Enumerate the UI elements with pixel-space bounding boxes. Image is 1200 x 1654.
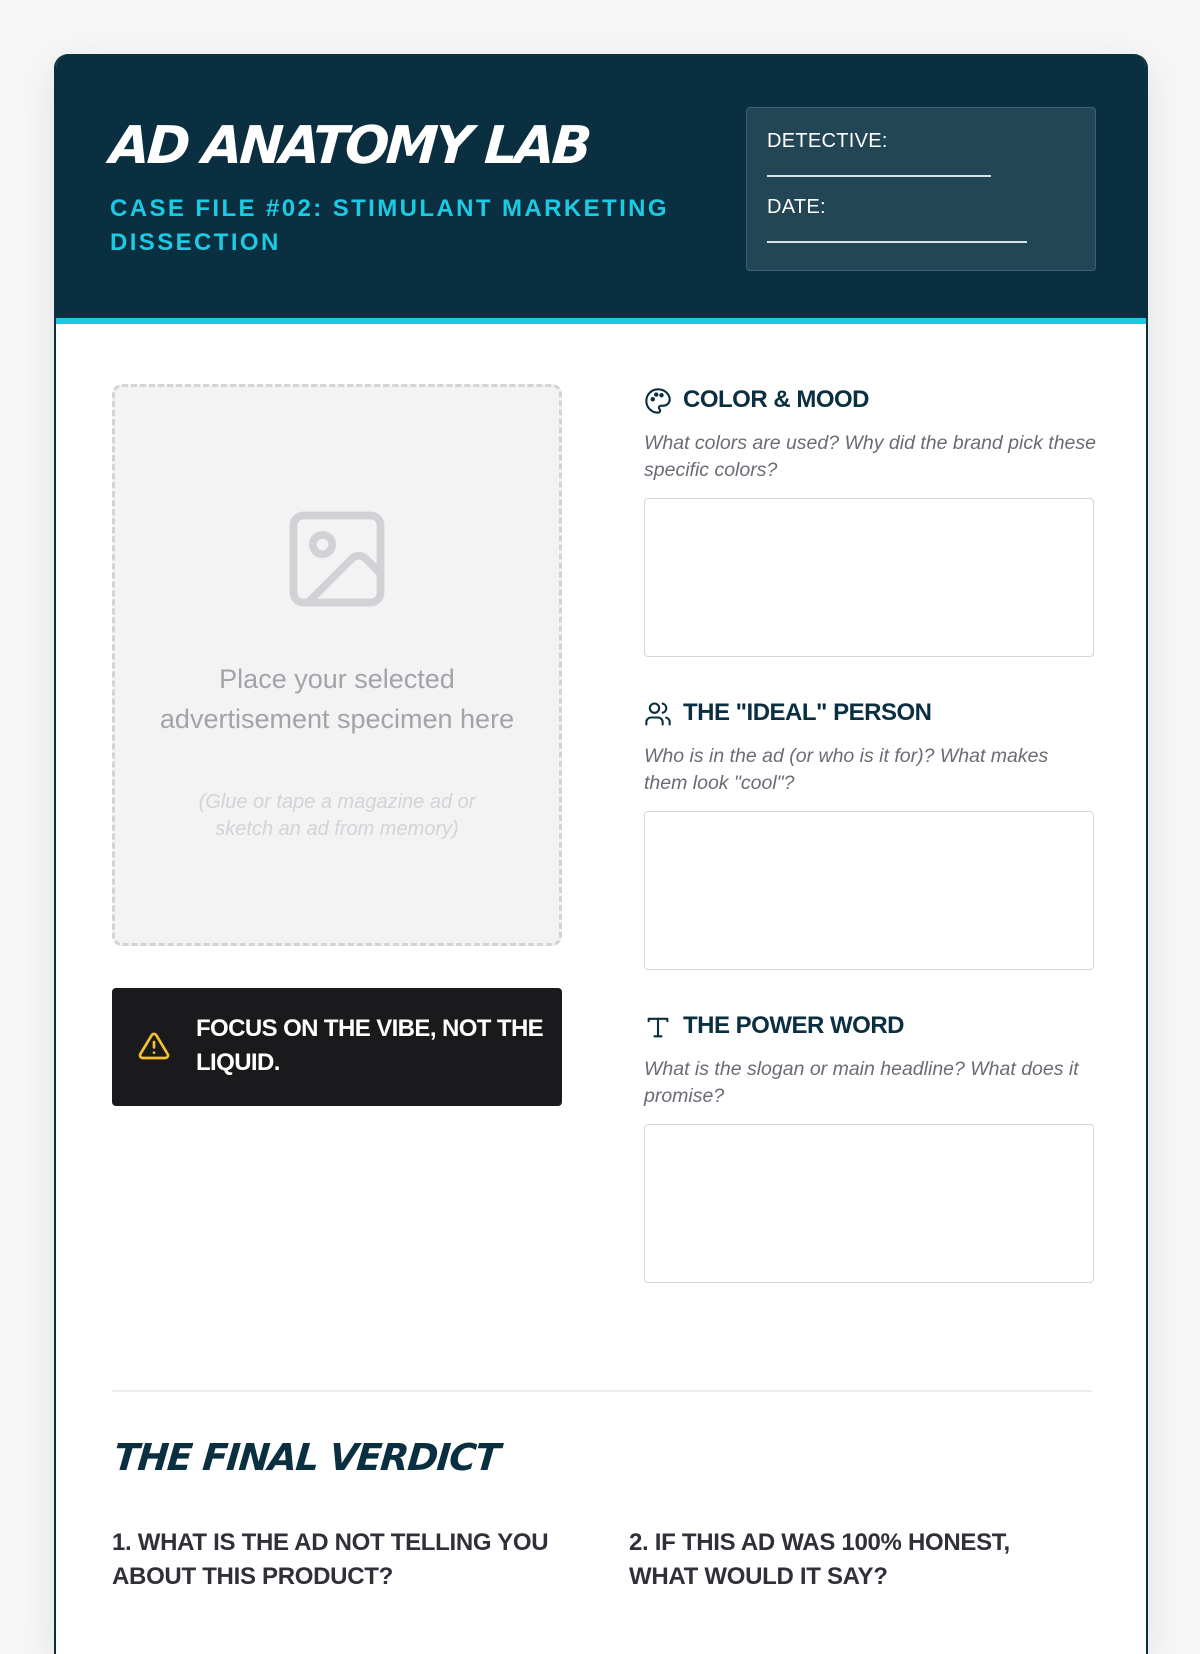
detective-label: DETECTIVE: xyxy=(767,130,888,152)
type-icon xyxy=(644,1013,672,1041)
verdict-question-1: 1. WHAT IS THE AD NOT TELLING YOU ABOUT THIS PRODUCT? xyxy=(112,1529,549,1590)
specimen-hint: (Glue or tape a magazine ad or sketch an ad from memory) xyxy=(198,791,476,840)
section-title-ideal-person: THE "IDEAL" PERSON xyxy=(683,699,932,726)
section-divider xyxy=(112,1390,1092,1392)
verdict-question-2: 2. IF THIS AD WAS 100% HONEST, WHAT WOULD IT SAY? xyxy=(629,1529,1010,1590)
answer-box-color-mood[interactable] xyxy=(644,498,1094,657)
palette-icon xyxy=(644,387,672,415)
worksheet xyxy=(54,54,1148,1654)
specimen-instruction: Place your selected advertisement specimen here xyxy=(159,664,515,734)
page-title: AD ANATOMY LAB xyxy=(107,116,591,176)
focus-alert xyxy=(112,988,562,1106)
ad-specimen-area[interactable] xyxy=(112,384,562,946)
answer-box-ideal-person[interactable] xyxy=(644,811,1094,970)
header-banner xyxy=(56,54,1146,324)
section-prompt-color-mood: What colors are used? Why did the brand pick these specific colors? xyxy=(644,432,1096,481)
date-line[interactable] xyxy=(767,241,1027,243)
final-verdict-title: THE FINAL VERDICT xyxy=(112,1436,501,1479)
answer-box-power-word[interactable] xyxy=(644,1124,1094,1283)
section-title-power-word: THE POWER WORD xyxy=(683,1012,904,1039)
detective-name-line[interactable] xyxy=(767,175,991,177)
case-file-subtitle: CASE FILE #02: STIMULANT MARKETING DISSECTION xyxy=(110,195,669,256)
image-icon xyxy=(279,501,395,617)
warning-icon xyxy=(138,1030,170,1062)
detective-info-box xyxy=(746,107,1096,271)
alert-text: FOCUS ON THE VIBE, NOT THE LIQUID. xyxy=(196,1015,544,1076)
date-label: DATE: xyxy=(767,196,826,218)
section-prompt-ideal-person: Who is in the ad (or who is it for)? What makes them look "cool"? xyxy=(644,745,1049,794)
section-title-color-mood: COLOR & MOOD xyxy=(683,386,869,413)
users-icon xyxy=(644,700,672,728)
section-prompt-power-word: What is the slogan or main headline? What does it promise? xyxy=(644,1058,1079,1107)
